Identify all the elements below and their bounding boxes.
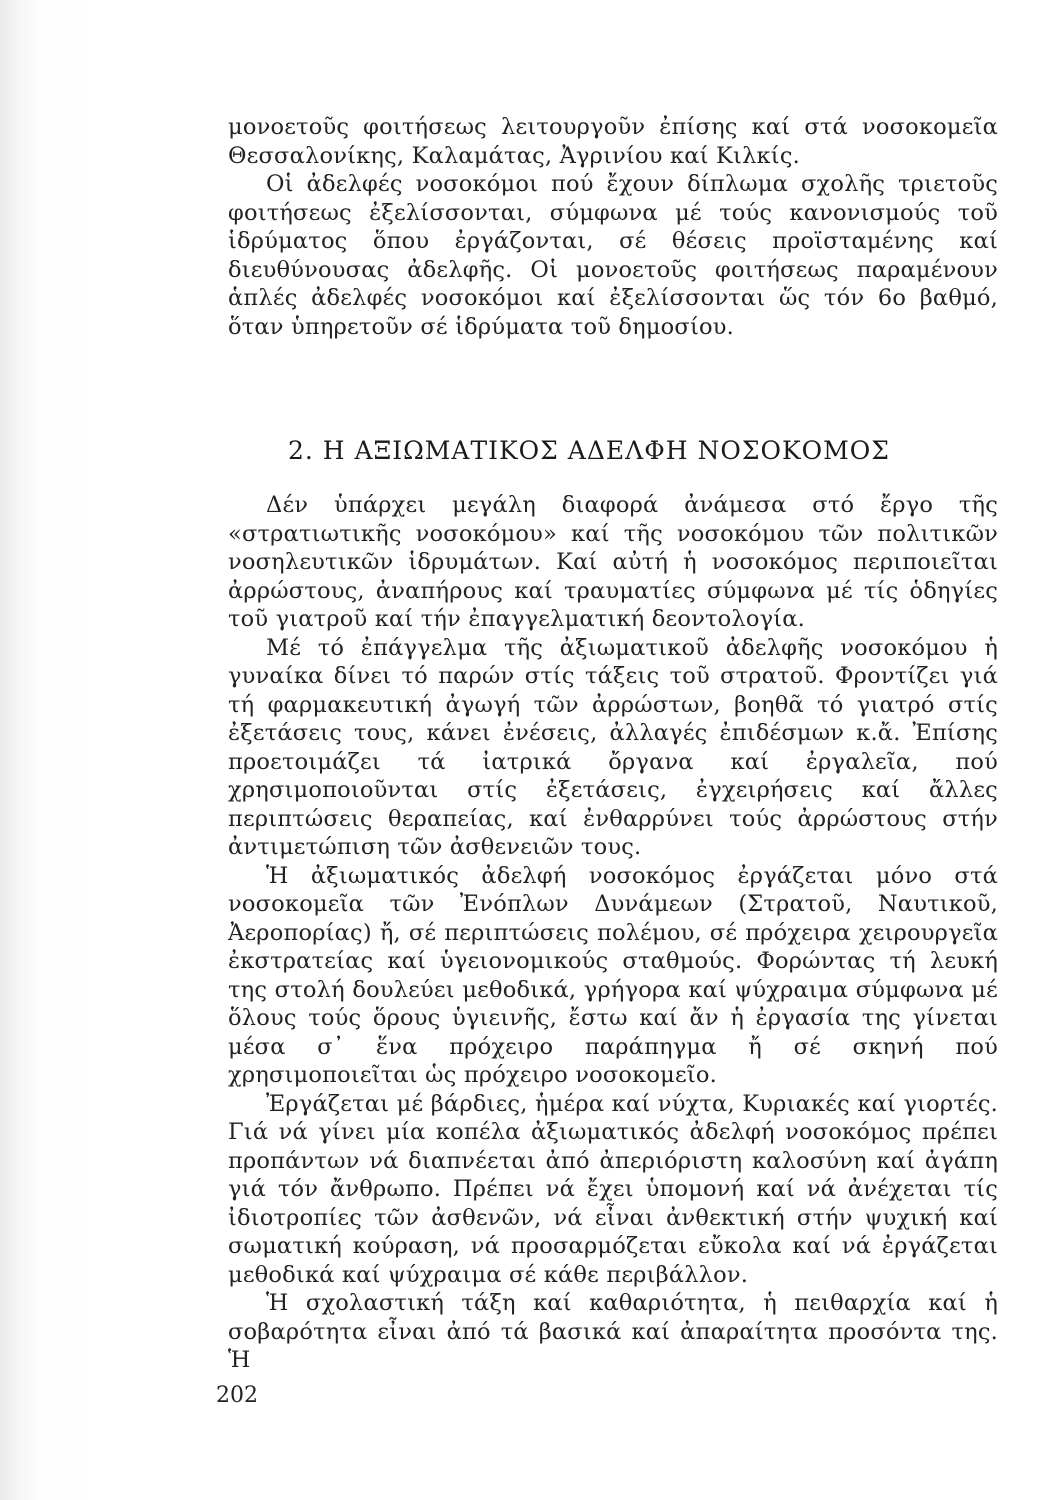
intro-paragraph: Οἱ ἀδελφές νοσοκόμοι πού ἔχουν δίπλωμα σχολῆς τριετοῦς φοιτήσεως ἐξελίσσονται, σύμφωνα μέ τούς κανονισμούς τοῦ ἱδρύματος ὅπου ἐργάζονται, σέ θέσεις προϊσταμένης καί διευθύνουσας ἀδελφῆς. Οἱ μονοετοῦς φοιτήσεως παραμένουν ἁπλές ἀδελφές νοσοκόμοι καί ἐξελίσσονται ὥς τόν 6ο βαθμό, ὅταν ὑπηρετοῦν σέ ἱδρύματα τοῦ δημοσίου. (228, 171, 998, 340)
section-heading: 2. Η ΑΞΙΩΜΑΤΙΚΟΣ ΑΔΕΛΦΗ ΝΟΣΟΚΟΜΟΣ (288, 436, 890, 465)
page-number: 202 (216, 1383, 258, 1408)
paragraph-workplaces: Ἡ ἀξιωματικός ἀδελφή νοσοκόμος ἐργάζεται μόνο στά νοσοκομεῖα τῶν Ἐνόπλων Δυνάμεων (Στρατοῦ, Ναυτικοῦ, Ἀεροπορίας) ἤ, σέ περιπτώσεις πολέμου, σέ πρόχειρα χειρουργεῖα ἐκστρατείας καί ὑγειονομικούς σταθμούς. Φορώντας τή λευκή της στολή δουλεύει μεθοδικά, γρήγορα καί ψύχραιμα σύμφωνα μέ ὅλους τούς ὅρους ὑγιεινῆς, ἔστω καί ἄν ἡ ἐργασία της γίνεται μέσα σ᾽ ἕνα πρόχειρο παράπηγμα ἤ σέ σκηνή πού χρησιμοποιεῖται ὡς πρόχειρο νοσοκομεῖο. (228, 862, 998, 1088)
paragraph-discipline: Ἡ σχολαστική τάξη καί καθαριότητα, ἡ πειθαρχία καί ἡ σοβαρότητα εἶναι ἀπό τά βασικά καί ἀπαραίτητα προσόντα της. Ἡ (228, 1290, 998, 1373)
continuation-paragraph: μονοετοῦς φοιτήσεως λειτουργοῦν ἐπίσης καί στά νοσοκομεῖα Θεσσαλονίκης, Καλαμάτας, Ἀγρινίου καί Κιλκίς. (228, 114, 998, 169)
paragraph-qualities: Ἐργάζεται μέ βάρδιες, ἡμέρα καί νύχτα, Κυριακές καί γιορτές. Γιά νά γίνει μία κοπέλα ἀξιωματικός ἀδελφή νοσοκόμος πρέπει προπάντων νά διαπνέεται ἀπό ἀπεριόριστη καλοσύνη καί ἀγάπη γιά τόν ἄνθρωπο. Πρέπει νά ἔχει ὑπομονή καί νά ἀνέχεται τίς ἰδιοτροπίες τῶν ἀσθενῶν, νά εἶναι ἀνθεκτική στήν ψυχική καί σωματική κούραση, νά προσαρμόζεται εὔκολα καί νά ἐργάζεται μεθοδικά καί ψύχραιμα σέ κάθε περιβάλλον. (228, 1090, 998, 1288)
paragraph-differences: Δέν ὑπάρχει μεγάλη διαφορά ἀνάμεσα στό ἔργο τῆς «στρατιωτικῆς νοσοκόμου» καί τῆς νοσοκόμου τῶν πολιτικῶν νοσηλευτικῶν ἱδρυμάτων. Καί αὐτή ἡ νοσοκόμος περιποιεῖται ἀρρώστους, ἀναπήρους καί τραυματίες σύμφωνα μέ τίς ὁδηγίες τοῦ γιατροῦ καί τήν ἐπαγγελματική δεοντολογία. (228, 492, 998, 632)
paragraph-duties: Μέ τό ἐπάγγελμα τῆς ἀξιωματικοῦ ἀδελφῆς νοσοκόμου ἡ γυναίκα δίνει τό παρών στίς τάξεις τοῦ στρατοῦ. Φροντίζει γιά τή φαρμακευτική ἀγωγή τῶν ἀρρώστων, βοηθᾶ τό γιατρό στίς ἐξετάσεις τους, κάνει ἐνέσεις, ἀλλαγές ἐπιδέσμων κ.ἄ. Ἐπίσης προετοιμάζει τά ἰατρικά ὄργανα καί ἐργαλεῖα, πού χρησιμοποιοῦνται στίς ἐξετάσεις, ἐγχειρήσεις καί ἄλλες περιπτώσεις θεραπείας, καί ἐνθαρρύνει τούς ἀρρώστους στήν ἀντιμετώπιση τῶν ἀσθενειῶν τους. (228, 634, 998, 860)
intro-text-block (228, 113, 998, 341)
section-body (228, 491, 998, 1375)
